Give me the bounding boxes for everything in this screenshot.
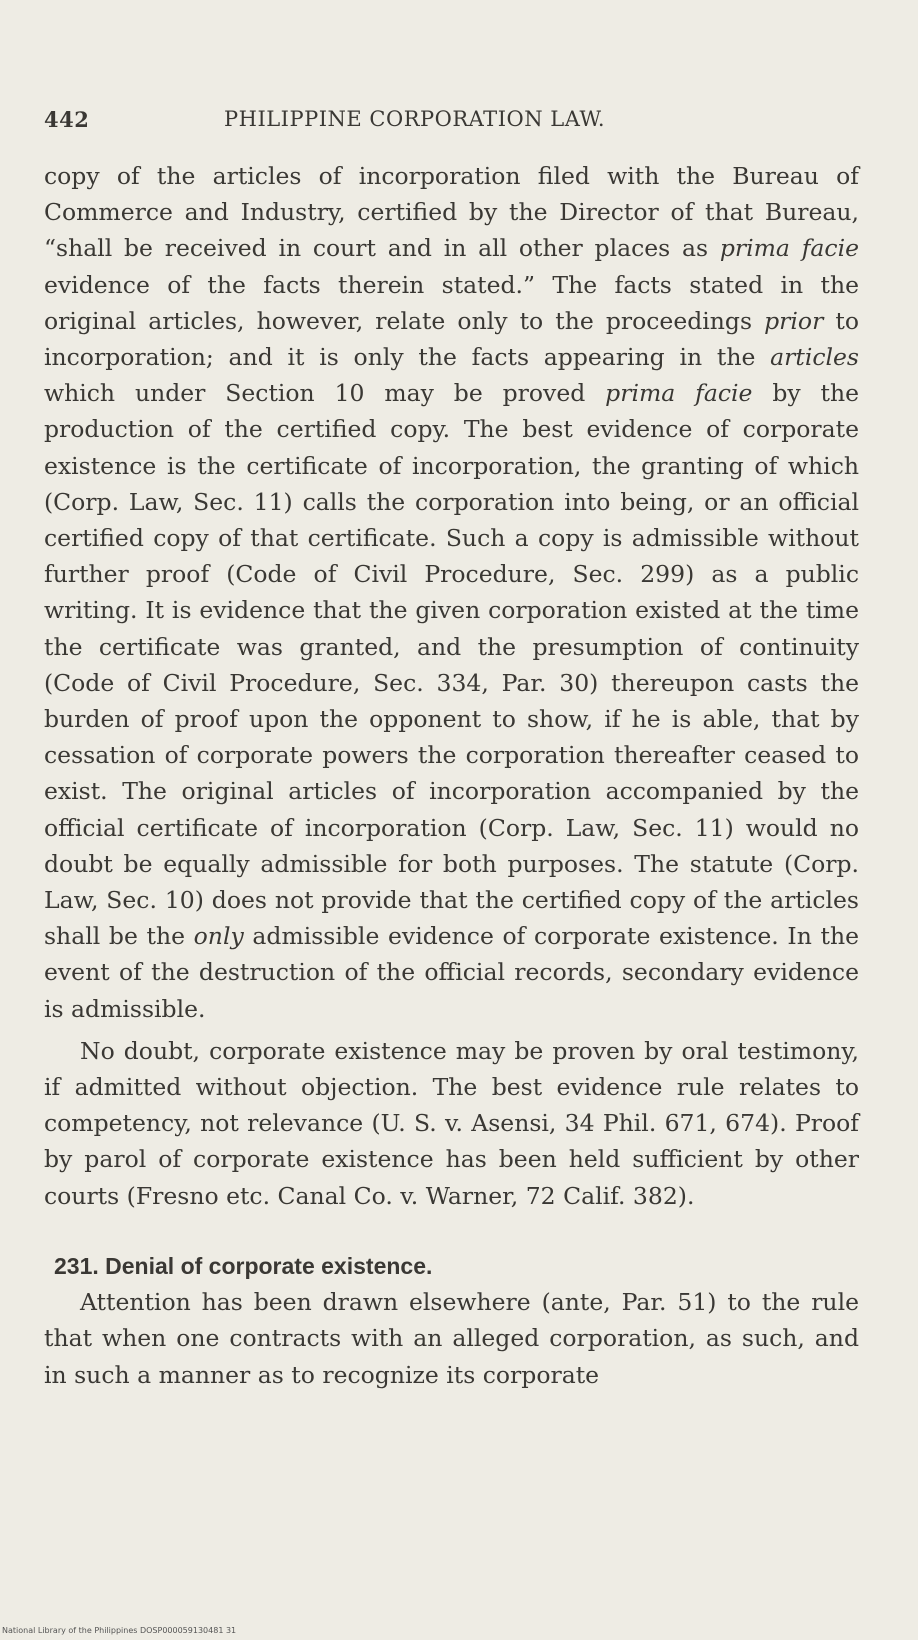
section-title: Denial of corporate existence. <box>105 1252 433 1279</box>
section-number: 231. <box>54 1252 99 1279</box>
text-run: admissible evidence of corporate existence. In the event of the destruction of the official records, secondary evidence is admissible. <box>44 922 859 1023</box>
italic-run: only <box>193 922 244 951</box>
text-run: by the production of the certified copy. The best evidence of corporate existence is the certificate of incorporation, the granting of which (Corp. Law, Sec. 11) calls the corporation into being, or an official certified copy of that certificate. Such a copy is admissible without further proof (Code of Civil Procedure, Sec. 299) as a public writing. It is evidence that the given corporation existed at the time the certificate was granted, and the presumption of continuity (Code of Civil Procedure, Sec. 334, Par. 30) thereupon casts the burden of proof upon the opponent to show, if he is able, that by cessation of corporate powers the corporation thereafter ceased to exist. The original articles of incorporation accompanied by the official certificate of incorporation (Corp. Law, Sec. 11) would no doubt be equally admissible for both purposes. The statute (Corp. Law, Sec. 10) does not provide that the certified copy of the articles shall be the <box>44 379 860 951</box>
page-body <box>44 158 859 1393</box>
italic-run: prima facie <box>605 379 753 408</box>
text-run: evidence of the facts therein stated.” The facts stated in the original articles, however, relate only to the proceedings <box>44 270 859 335</box>
text-run: copy of the articles of incorporation filed with the Bureau of Commerce and Industry, certified by the Director of that Bureau, “shall be received in court and in all other places as <box>44 162 859 263</box>
italic-run: prior <box>764 306 824 335</box>
italic-run: prima facie <box>719 234 859 263</box>
italic-run: articles <box>770 343 859 372</box>
paragraph-1 <box>44 158 859 1027</box>
running-title: PHILIPPINE CORPORATION LAW. <box>224 107 606 131</box>
text-run: to incorporation; and it is only the facts appearing in the <box>44 306 859 372</box>
page-number: 442 <box>44 107 90 132</box>
paragraph-2: No doubt, corporate existence may be proven by oral testimony, if admitted without objection. The best evidence rule relates to competency, not relevance (U. S. v. Asensi, 34 Phil. 671, 674). Proof by parol of corporate existence has been held sufficient by other courts (Fresno etc. Canal Co. v. Warner, 72 Calif. 382). <box>44 1036 859 1210</box>
scan-footer: National Library of the Philippines DOSP000059130481 31 <box>2 1626 237 1635</box>
paragraph-3: Attention has been drawn elsewhere (ante, Par. 51) to the rule that when one contracts with an alleged corporation, as such, and in such a manner as to recognize its corporate <box>44 1288 859 1389</box>
section-heading <box>44 1248 859 1284</box>
text-run: which under Section 10 may be proved <box>44 379 606 408</box>
